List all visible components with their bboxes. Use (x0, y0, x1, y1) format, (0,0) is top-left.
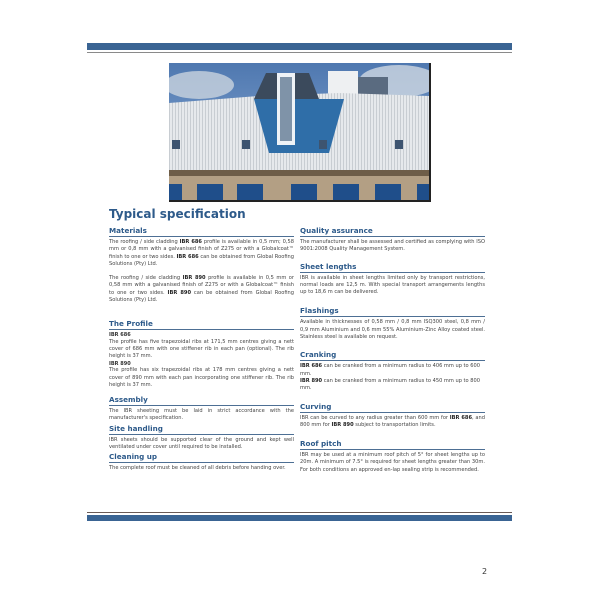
quality-text: The manufacturer shall be assessed and certified as complying with ISO 9001:2008 Quality Management System. (300, 239, 485, 253)
site-handling-text: IBR sheets should be supported clear of the ground and kept well ventilated under cover until required to be installed. (109, 436, 294, 451)
section-heading: Materials (109, 226, 294, 237)
section-heading: Assembly (109, 395, 294, 406)
footer-rule (87, 512, 512, 513)
right-column (300, 226, 485, 474)
header-band (87, 43, 512, 50)
profile-text-686: The profile has five trapezoidal ribs at 171,5 mm centres giving a nett cover of 686 mm with one stiffener rib in each pan (optional). The rib height is 37 mm. (109, 338, 294, 360)
page-title: Typical specification (109, 207, 246, 221)
flashings-text: Available in thicknesses of 0,58 mm / 0,8 mm ISQ300 steel, 0,8 mm / 0,9 mm Aluminium and 0,6 mm 55% Aluminium-Zinc Alloy coated steel. Stainless steel is available on request. (300, 319, 485, 341)
section-curving (300, 402, 485, 430)
section-heading: Cranking (300, 350, 485, 361)
section-heading: Quality assurance (300, 226, 485, 237)
cranking-text-686: IBR 686 can be cranked from a minimum radius to 406 mm up to 600 mm. (300, 363, 481, 377)
section-site-handling (109, 424, 294, 452)
building-photo (169, 63, 431, 202)
page-number: 2 (482, 567, 488, 576)
section-roof-pitch (300, 439, 485, 474)
section-heading: Roof pitch (300, 439, 485, 450)
section-cranking (300, 350, 485, 392)
section-heading: Cleaning up (109, 452, 294, 463)
section-cleaning-up (109, 452, 294, 472)
cleaning-up-text: The complete roof must be cleaned of all debris before handing over. (109, 465, 286, 472)
assembly-text: The IBR sheeting must be laid in strict accordance with the manufacturer's specification. (109, 408, 294, 422)
materials-paragraph-686: The roofing / side cladding IBR 686 profile is available in 0,5 mm; 0,58 mm or 0,8 mm with a galvanised finish of Z275 or with a Globalcoat™ finish to one or two sides. IBR 686 can be obtained from Global Roofing Solutions (Pty) Ltd. (109, 239, 294, 267)
header-rule (87, 52, 512, 53)
section-materials (109, 226, 294, 304)
section-sheet-lengths (300, 262, 485, 297)
section-assembly (109, 395, 294, 423)
section-heading: Curving (300, 402, 485, 413)
sheet-lengths-text: IBR is available in sheet lengths limited only by transport restrictions, normal loads are 12,5 m. With special transport arrangements lengths up to 18,6 m can be delivered. (300, 274, 485, 296)
section-heading: Flashings (300, 306, 485, 317)
roof-pitch-text: IBR may be used at a minimum roof pitch of 5° for sheet lengths up to 20m. A minimum of 7.5° is required for sheet lengths greater than 30m. For both conditions an approved en-lap sealing strip is recommended. (300, 452, 485, 473)
profile-subheading-890: IBR 890 (109, 360, 131, 367)
footer-band (87, 515, 512, 521)
section-profile (109, 319, 294, 389)
section-quality-assurance (300, 226, 485, 254)
curving-text: IBR can be curved to any radius greater than 600 mm for IBR 686, and 800 mm for IBR 890 subject to transportation limits. (300, 414, 485, 428)
section-heading: The Profile (109, 319, 294, 330)
cranking-text-890: IBR 890 can be cranked from a minimum radius to 450 mm up to 800 mm. (300, 377, 481, 392)
profile-subheading-686: IBR 686 (109, 332, 131, 339)
section-heading: Site handling (109, 424, 294, 435)
section-flashings (300, 306, 485, 341)
profile-text-890: The profile has six trapezoidal ribs at 178 mm centres giving a nett cover of 890 mm with each pan incorporating one stiffener rib. The rib height is 37 mm. (109, 367, 294, 388)
section-heading: Sheet lengths (300, 262, 485, 273)
left-column (109, 226, 294, 473)
materials-paragraph-890: The roofing / side cladding IBR 890 profile is available in 0,5 mm or 0,58 mm with a galvanised finish of Z275 or with a Globalcoat™ finish to one or two sides. IBR 890 can be obtained from Global Roofing Solutions (Pty) Ltd. (109, 275, 294, 304)
